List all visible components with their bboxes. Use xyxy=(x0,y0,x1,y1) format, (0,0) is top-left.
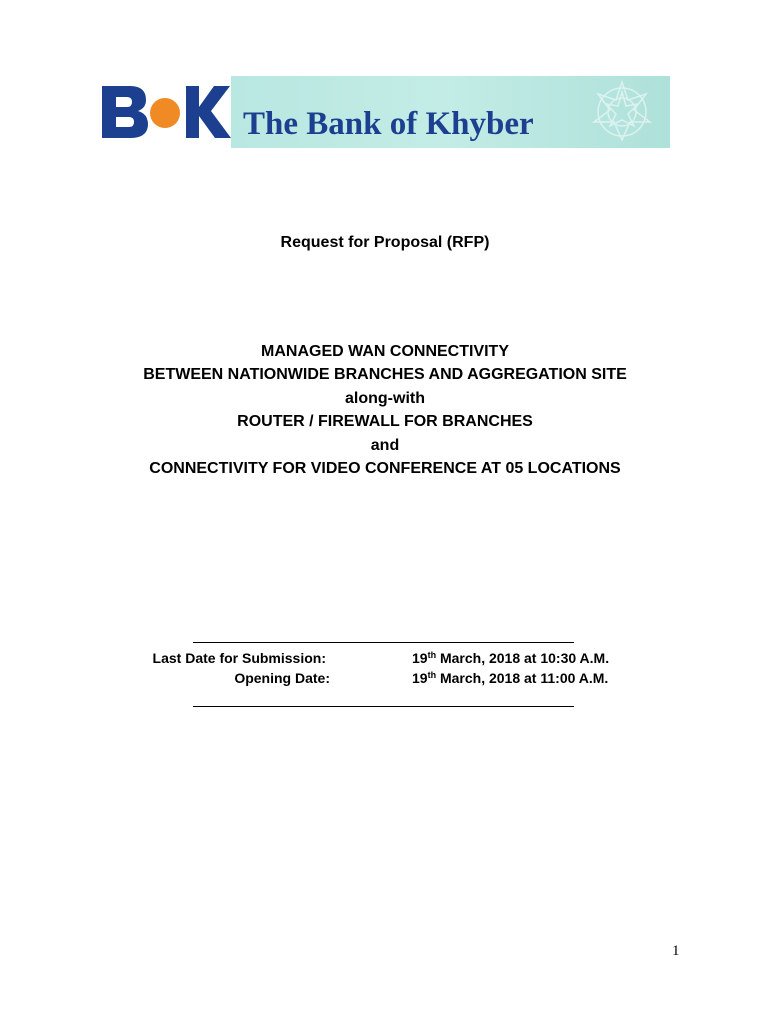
submission-date-value xyxy=(412,649,609,667)
document-title xyxy=(0,340,770,480)
decorative-pattern-icon xyxy=(576,76,666,148)
title-line: CONNECTIVITY FOR VIDEO CONFERENCE AT 05 LOCATIONS xyxy=(149,459,621,477)
submission-date-label: Last Date for Submission: xyxy=(152,650,326,666)
opening-day: 19 xyxy=(412,670,428,686)
opening-date-value xyxy=(412,669,608,687)
bank-banner xyxy=(100,76,670,148)
bottom-divider xyxy=(193,706,574,707)
title-line: and xyxy=(370,436,400,454)
opening-day-suffix: th xyxy=(427,670,437,680)
top-divider xyxy=(193,642,574,643)
opening-date-label: Opening Date: xyxy=(234,670,330,686)
bok-logo xyxy=(100,76,232,148)
title-line: MANAGED WAN CONNECTIVITY xyxy=(261,343,509,360)
bank-name: The Bank of Khyber xyxy=(243,106,534,142)
document-heading: Request for Proposal (RFP) xyxy=(280,234,490,251)
submission-date-rest: March, 2018 at 10:30 A.M. xyxy=(436,650,610,666)
opening-date-rest: March, 2018 at 11:00 A.M. xyxy=(436,670,609,686)
title-line: along-with xyxy=(345,389,425,407)
title-line: BETWEEN NATIONWIDE BRANCHES AND AGGREGATION SITE xyxy=(143,366,627,384)
submission-day: 19 xyxy=(412,650,428,666)
title-line: ROUTER / FIREWALL FOR BRANCHES xyxy=(237,413,533,431)
page-number: 1 xyxy=(672,943,680,959)
submission-day-suffix: th xyxy=(427,650,437,660)
